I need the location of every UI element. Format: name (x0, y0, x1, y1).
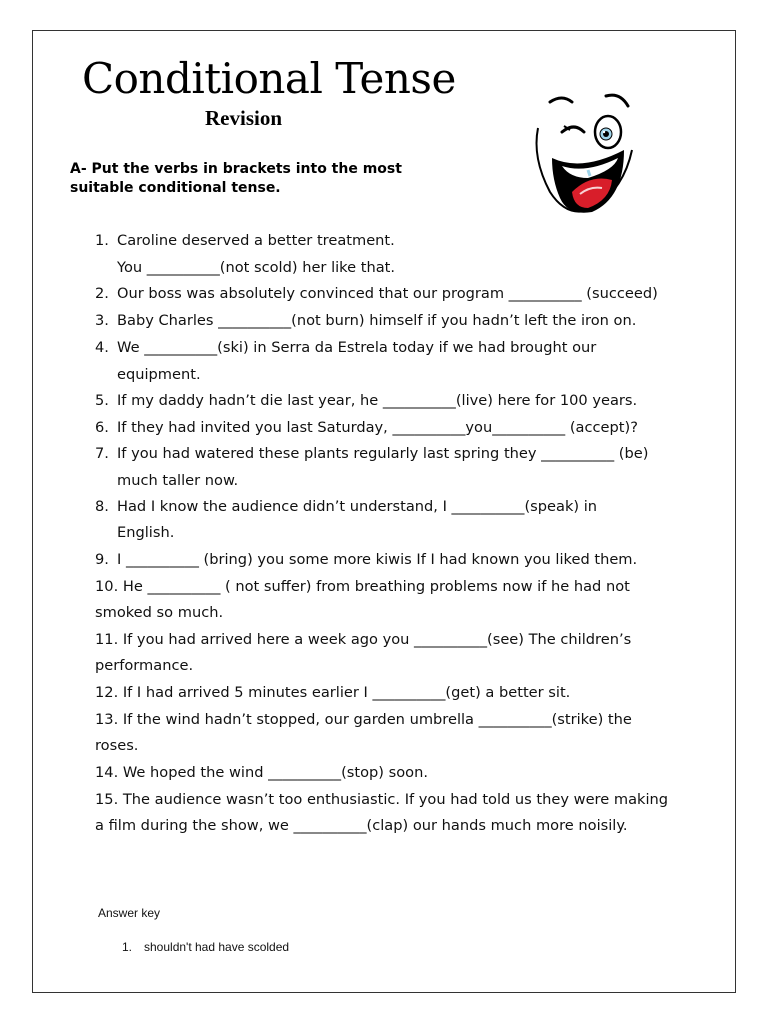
exercise-line: 1. Caroline deserved a better treatment. (95, 232, 395, 249)
exercise-line: 7. If you had watered these plants regularly last spring they __________ (be) (95, 445, 649, 462)
exercise-line: 10. He __________ ( not suffer) from breathing problems now if he had not (95, 578, 630, 595)
exercise-line: 9. I __________ (bring) you some more kiwis If I had known you liked them. (95, 551, 638, 568)
exercise-line: 5. If my daddy hadn’t die last year, he __________(live) here for 100 years. (95, 392, 638, 409)
answer-key-heading: Answer key (98, 906, 161, 920)
exercise-line: 11. If you had arrived here a week ago you __________(see) The children’s (95, 631, 632, 648)
exercise-line: 13. If the wind hadn’t stopped, our garden umbrella __________(strike) the (95, 711, 632, 728)
winking-smiley-face-icon (528, 88, 640, 228)
exercise-line: 8. Had I know the audience didn’t understand, I __________(speak) in (95, 498, 598, 515)
exercise-line: roses. (95, 737, 139, 754)
exercise-line: 15. The audience wasn’t too enthusiastic. If you had told us they were making (95, 791, 669, 808)
exercise-line: smoked so much. (95, 604, 224, 621)
exercise-line: equipment. (117, 366, 201, 383)
exercise-line: performance. (95, 657, 194, 674)
exercise-line: 2. Our boss was absolutely convinced that our program __________ (succeed) (95, 285, 658, 302)
exercise-line: English. (117, 524, 175, 541)
answer-key-item: 1. shouldn't had have scolded (122, 940, 290, 954)
exercise-line: You __________(not scold) her like that. (117, 259, 395, 276)
exercise-line: 4. We __________(ski) in Serra da Estrela today if we had brought our (95, 339, 597, 356)
exercise-line: much taller now. (117, 472, 239, 489)
page-title: Conditional Tense (82, 54, 456, 103)
page-subtitle: Revision (205, 106, 283, 130)
exercise-line: 6. If they had invited you last Saturday, __________you__________ (accept)? (95, 419, 638, 436)
exercise-line: a film during the show, we __________(clap) our hands much more noisily. (95, 817, 628, 834)
exercise-line: 12. If I had arrived 5 minutes earlier I __________(get) a better sit. (95, 684, 571, 701)
instructions-text: A- Put the verbs in brackets into the most suitable conditional tense. (70, 161, 402, 196)
exercise-line: 14. We hoped the wind __________(stop) soon. (95, 764, 428, 781)
exercise-line: 3. Baby Charles __________(not burn) himself if you hadn’t left the iron on. (95, 312, 637, 329)
